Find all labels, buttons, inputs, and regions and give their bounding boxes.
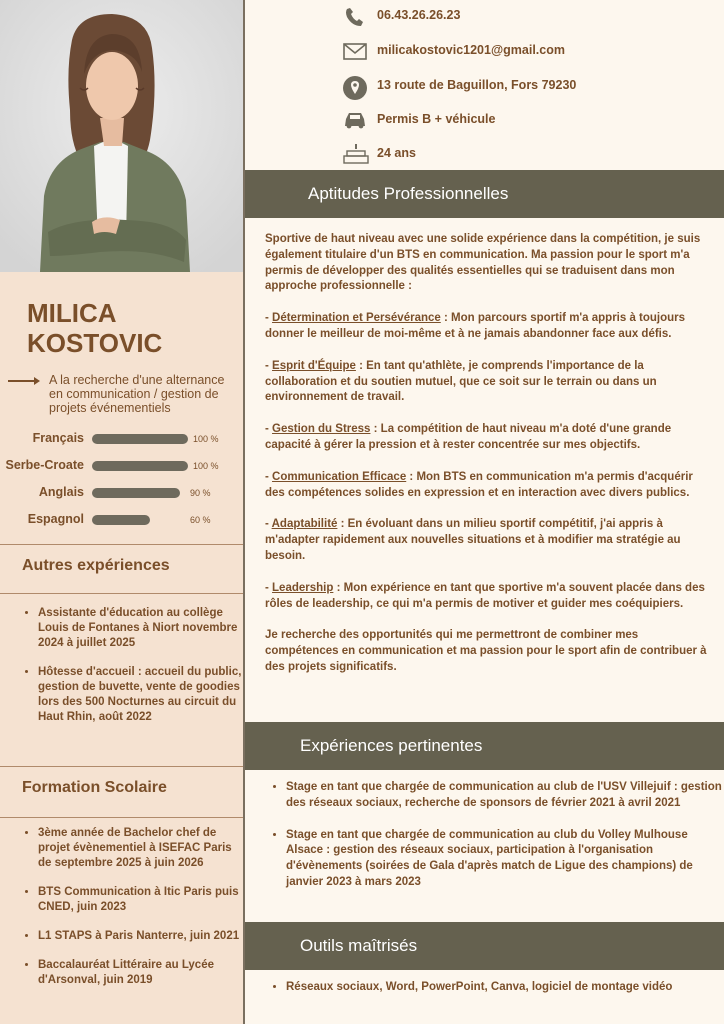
aptitude-item: - Détermination et Persévérance : Mon parcours sportif m'a appris à toujours donner le meilleur de moi-même et à ne jamais abandonner face aux défis. xyxy=(265,312,686,340)
contact-text: 06.43.26.26.23 xyxy=(377,8,461,22)
education-header xyxy=(0,766,243,818)
list-item: • Baccalauréat Littéraire au Lycée d'Arsonval, juin 2019 xyxy=(38,958,248,988)
list-item: • Hôtesse d'accueil : accueil du public, gestion de buvette, vente de goodies lors des 500 Nocturnes au circuit du Haut Rhin, août 2022 xyxy=(38,665,248,725)
contact-text: milicakostovic1201@gmail.com xyxy=(377,43,565,57)
contact-text: 24 ans xyxy=(377,146,416,160)
experiences-list xyxy=(270,780,724,907)
list-item: • Stage en tant que chargée de communication au club de l'USV Villejuif : gestion des réseaux sociaux, recherche de sponsors de février 2021 à avril 2021 xyxy=(286,780,724,812)
tagline: A la recherche d'une alternance en communication / gestion de projets événementiels xyxy=(49,373,225,415)
last-name: KOSTOVIC xyxy=(27,328,163,358)
education-list xyxy=(22,826,248,1002)
location-pin-icon xyxy=(342,75,370,99)
language-row xyxy=(0,486,243,500)
language-level-label: 90 % xyxy=(190,488,211,498)
aptitudes-header xyxy=(245,170,724,218)
arrow-right-icon xyxy=(8,380,38,382)
aptitude-item: - Gestion du Stress : La compétition de haut niveau m'a doté d'une grande capacité à gérer la pression et à rester concentrée sur mes objectifs. xyxy=(265,423,672,451)
list-item: • Réseaux sociaux, Word, PowerPoint, Canva, logiciel de montage vidéo xyxy=(286,980,724,996)
contact-age xyxy=(342,143,702,167)
car-icon xyxy=(342,109,370,133)
contact-text: Permis B + véhicule xyxy=(377,112,496,126)
language-level-bar xyxy=(92,461,188,471)
tools-header xyxy=(245,922,724,970)
contact-text: 13 route de Baguillon, Fors 79230 xyxy=(377,78,577,92)
aptitude-item: - Communication Efficace : Mon BTS en communication m'a permis d'acquérir des compétences solides en expression et en interaction avec divers publics. xyxy=(265,470,693,499)
language-level-bar xyxy=(92,515,150,525)
envelope-icon xyxy=(342,40,370,64)
birthday-cake-icon xyxy=(342,143,370,167)
language-row xyxy=(0,432,243,446)
other-experience-title: Autres expériences xyxy=(22,557,170,574)
language-level-bar xyxy=(92,488,180,498)
list-item: • Stage en tant que chargée de communication au club du Volley Mulhouse Alsace : gestion des réseaux sociaux, participation à l'organisation d'évènements (soirées de Gala d'après match de Ligue des champions) de janvier 2023 à mars 2023 xyxy=(286,828,724,891)
language-name: Français xyxy=(32,431,84,445)
aptitudes-title: Aptitudes Professionnelles xyxy=(308,184,509,203)
profile-photo xyxy=(0,0,243,272)
candidate-name xyxy=(27,298,162,358)
aptitude-title: Détermination et Persévérance xyxy=(272,312,441,325)
aptitudes-content xyxy=(265,232,710,692)
list-item: • 3ème année de Bachelor chef de projet évènementiel à ISEFAC Paris de septembre 2025 à juin 2026 xyxy=(38,826,248,871)
list-item: • BTS Communication à Itic Paris puis CNED, juin 2023 xyxy=(38,885,248,915)
aptitude-title: Gestion du Stress xyxy=(272,423,371,436)
language-level-bar xyxy=(92,434,188,444)
list-item: • Assistante d'éducation au collège Louis de Fontanes à Niort novembre 2024 à juillet 2025 xyxy=(38,606,248,651)
contact-phone xyxy=(342,5,702,29)
language-name: Espagnol xyxy=(27,512,84,526)
language-level-label: 60 % xyxy=(190,515,211,525)
contact-address xyxy=(342,75,702,99)
list-item: • L1 STAPS à Paris Nanterre, juin 2021 xyxy=(38,929,248,944)
other-experience-list xyxy=(22,606,248,739)
experiences-title: Expériences pertinentes xyxy=(300,736,483,755)
language-name: Anglais xyxy=(38,485,84,499)
aptitude-title: Esprit d'Équipe xyxy=(272,359,356,372)
aptitude-title: Adaptabilité xyxy=(271,518,338,531)
aptitude-title: Leadership xyxy=(272,581,334,594)
language-level-label: 100 % xyxy=(193,434,219,444)
aptitude-title: Communication Efficace xyxy=(272,470,407,483)
language-row xyxy=(0,513,243,527)
contact-email xyxy=(342,40,702,64)
language-row xyxy=(0,459,243,473)
tools-title: Outils maîtrisés xyxy=(300,936,418,955)
aptitudes-intro: Sportive de haut niveau avec une solide expérience dans la compétition, je suis également titulaire d'un BTS en communication. Ma passion pour le sport m'a permis de développer des qualités essentielles qui se traduisent dans mon approche professionnelle : xyxy=(265,233,701,293)
experiences-header xyxy=(245,722,724,770)
phone-icon xyxy=(342,5,370,29)
education-title: Formation Scolaire xyxy=(22,779,167,796)
aptitude-item: - Leadership : Mon expérience en tant que sportive m'a souvent placée dans des rôles de leadership, ce qui m'a permis de motiver et guider mes coéquipiers. xyxy=(265,581,705,610)
language-name: Serbe-Croate xyxy=(5,458,84,472)
contact-license xyxy=(342,109,702,133)
language-level-label: 100 % xyxy=(193,461,219,471)
aptitudes-outro: Je recherche des opportunités qui me permettront de combiner mes compétences en communication et ma passion pour le sport afin de contribuer à des projets significatifs. xyxy=(265,629,707,673)
tools-list xyxy=(270,980,724,1012)
aptitude-item: - Adaptabilité : En évoluant dans un milieu sportif compétitif, j'ai appris à m'adapter rapidement aux nouvelles situations et à modifier ma stratégie au besoin. xyxy=(265,518,681,562)
aptitude-item: - Esprit d'Équipe : En tant qu'athlète, je comprends l'importance de la collaboration et du soutien mutuel, que ce soit sur le terrain ou dans un environnement de travail. xyxy=(265,359,657,404)
other-experience-header xyxy=(0,544,243,594)
first-name: MILICA xyxy=(27,298,117,328)
